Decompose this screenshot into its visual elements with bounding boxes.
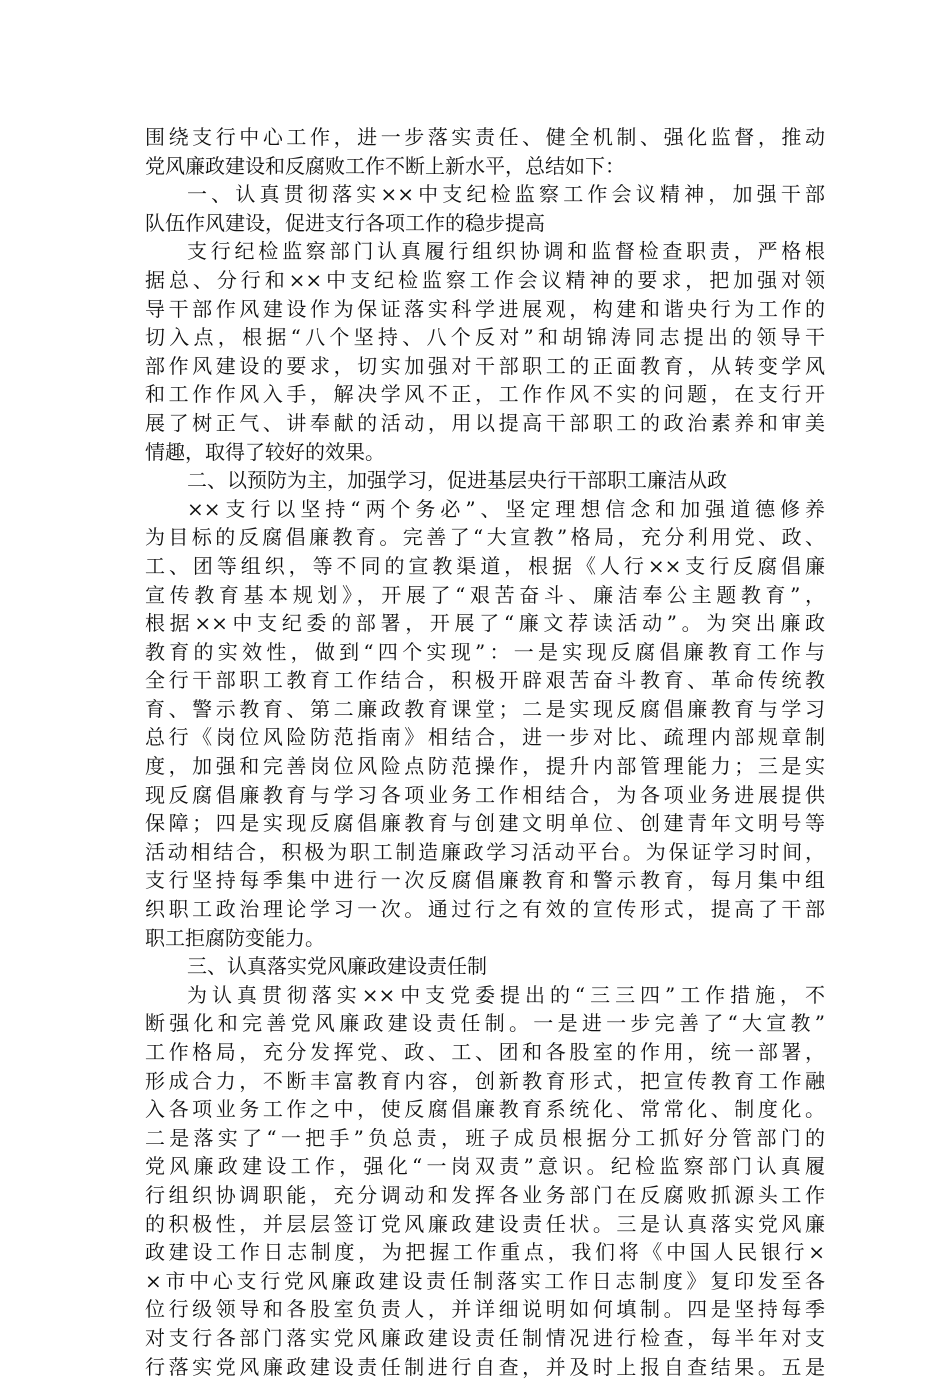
text-line: 据总、分行和××中支纪检监察工作会议精神的要求，把加强对领 [145, 267, 825, 292]
text-line: 二是落实了“一把手”负总责，班子成员根据分工抓好分管部门的 [145, 1125, 825, 1150]
text-line: 一、认真贯彻落实××中支纪检监察工作会议精神，加强干部 [187, 182, 825, 207]
text-line: 总行《岗位风险防范指南》相结合，进一步对比、疏理内部规章制 [145, 725, 825, 750]
text-line: 围绕支行中心工作，进一步落实责任、健全机制、强化监督，推动 [145, 125, 825, 149]
text-line: 形成合力，不断丰富教育内容，创新教育形式，把宣传教育工作融 [145, 1068, 825, 1093]
text-line: 二、以预防为主，加强学习，促进基层央行干部职工廉洁从政 [187, 468, 727, 493]
text-line: 织职工政治理论学习一次。通过行之有效的宣传形式，提高了干部 [145, 897, 825, 922]
text-line: 工作格局，充分发挥党、政、工、团和各股室的作用，统一部署， [145, 1040, 825, 1064]
text-line: 党风廉政建设和反腐败工作不断上新水平，总结如下： [145, 153, 625, 178]
text-line: 全行干部职工教育工作结合，积极开辟艰苦奋斗教育、革命传统教 [145, 668, 825, 693]
text-line: 行落实党风廉政建设责任制进行自查，并及时上报自查结果。五是 [145, 1354, 825, 1379]
document-body [145, 123, 825, 1381]
text-line: 部作风建设的要求，切实加强对干部职工的正面教育，从转变学风 [145, 353, 825, 378]
text-line: 教育的实效性，做到“四个实现”：一是实现反腐倡廉教育工作与 [145, 639, 825, 664]
text-line: 政建设工作日志制度，为把握工作重点，我们将《中国人民银行× [145, 1240, 825, 1265]
text-line: 入各项业务工作之中，使反腐倡廉教育系统化、常常化、制度化。 [145, 1097, 825, 1122]
text-line: 对支行各部门落实党风廉政建设责任制情况进行检查，每半年对支 [145, 1325, 825, 1350]
text-line: 宣传教育基本规划》，开展了“艰苦奋斗、廉洁奉公主题教育”， [145, 582, 825, 607]
text-line: 情趣，取得了较好的效果。 [145, 439, 385, 464]
text-line: 断强化和完善党风廉政建设责任制。一是进一步完善了“大宣教” [145, 1011, 825, 1036]
text-line: 展了树正气、讲奉献的活动，用以提高干部职工的政治素养和审美 [145, 410, 825, 435]
text-line: 为认真贯彻落实××中支党委提出的“三三四”工作措施，不 [187, 982, 825, 1007]
text-line: 位行级领导和各股室负责人，并详细说明如何填制。四是坚持每季 [145, 1297, 825, 1322]
text-line: 行组织协调职能，充分调动和发挥各业务部门在反腐败抓源头工作 [145, 1182, 825, 1207]
text-line: 三、认真落实党风廉政建设责任制 [187, 954, 487, 979]
text-line: 党风廉政建设工作，强化“一岗双责”意识。纪检监察部门认真履 [145, 1154, 825, 1179]
text-line: 度，加强和完善岗位风险点防范操作，提升内部管理能力；三是实 [145, 754, 825, 779]
text-line: 支行纪检监察部门认真履行组织协调和监督检查职责，严格根 [187, 239, 825, 264]
text-line: 工、团等组织，等不同的宣教渠道，根据《人行××支行反腐倡廉 [145, 553, 825, 578]
text-line: 和工作作风入手，解决学风不正，工作作风不实的问题，在支行开 [145, 382, 825, 407]
text-line: 的积极性，并层层签订党风廉政建设责任状。三是认真落实党风廉 [145, 1211, 825, 1236]
text-line: 活动相结合，积极为职工制造廉政学习活动平台。为保证学习时间， [145, 839, 825, 864]
text-line: 导干部作风建设作为保证落实科学进展观，构建和谐央行为工作的 [145, 296, 825, 321]
text-line: ××支行以坚持“两个务必”、坚定理想信念和加强道德修养 [187, 496, 825, 521]
text-line: 切入点，根据“八个坚持、八个反对”和胡锦涛同志提出的领导干 [145, 325, 825, 350]
text-line: 保障；四是实现反腐倡廉教育与创建文明单位、创建青年文明号等 [145, 811, 825, 836]
text-line: 根据××中支纪委的部署，开展了“廉文荐读活动”。为突出廉政 [145, 611, 825, 636]
text-line: 育、警示教育、第二廉政教育课堂；二是实现反腐倡廉教育与学习 [145, 696, 825, 721]
text-line: ×市中心支行党风廉政建设责任制落实工作日志制度》复印发至各 [145, 1268, 825, 1293]
text-line: 支行坚持每季集中进行一次反腐倡廉教育和警示教育，每月集中组 [145, 868, 825, 893]
text-line: 职工拒腐防变能力。 [145, 925, 325, 950]
text-line: 现反腐倡廉教育与学习各项业务工作相结合，为各项业务进展提供 [145, 782, 825, 807]
text-line: 为目标的反腐倡廉教育。完善了“大宣教”格局，充分利用党、政、 [145, 525, 825, 550]
text-line: 队伍作风建设，促进支行各项工作的稳步提高 [145, 210, 545, 235]
